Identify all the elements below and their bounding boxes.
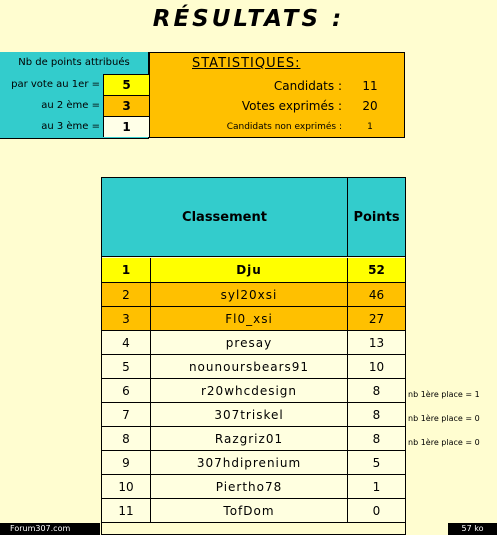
statistics-header: STATISTIQUES:	[192, 56, 301, 71]
page-title: RÉSULTATS :	[152, 6, 345, 32]
name-cell: Fl0_xsi	[151, 307, 348, 330]
ranking-table	[101, 177, 406, 535]
table-row[interactable]	[102, 379, 405, 403]
points-cell: 13	[368, 336, 385, 350]
points-cell: 46	[368, 288, 385, 302]
points-cell: 8	[372, 432, 381, 446]
points-cell: 1	[372, 480, 381, 494]
rank-cell: 10	[102, 475, 151, 498]
points-cell: 8	[372, 384, 381, 398]
rank-cell: 6	[102, 379, 151, 402]
points-row-1	[0, 74, 148, 95]
points-row-3	[0, 116, 148, 137]
points-value-cell[interactable]: 3	[103, 95, 149, 116]
name-cell: Piertho78	[151, 475, 348, 498]
rank-cell: 8	[102, 427, 151, 450]
rank-cell: 3	[102, 307, 151, 330]
tie-note: nb 1ère place = 0	[408, 414, 480, 423]
footer-watermark: Forum307.com	[0, 523, 100, 535]
stat-value[interactable]: 1	[367, 122, 373, 132]
name-cell: Razgriz01	[151, 427, 348, 450]
rank-cell: 7	[102, 403, 151, 426]
column-header-classement[interactable]: Classement	[102, 178, 348, 256]
rank-cell: 1	[102, 258, 151, 282]
name-cell: 307triskel	[151, 403, 348, 426]
table-row[interactable]	[102, 283, 405, 307]
table-row[interactable]	[102, 403, 405, 427]
tie-note: nb 1ère place = 1	[408, 390, 480, 399]
points-value-cell[interactable]: 5	[103, 74, 149, 95]
ranking-header	[102, 178, 405, 257]
points-box	[0, 52, 149, 139]
stat-label: Votes exprimés :	[241, 99, 342, 113]
tie-note: nb 1ère place = 0	[408, 438, 480, 447]
rank-cell: 9	[102, 451, 151, 474]
table-row[interactable]	[102, 355, 405, 379]
stat-row-non-expressed	[150, 117, 404, 137]
rank-cell: 2	[102, 283, 151, 306]
name-cell: nounoursbears91	[151, 355, 348, 378]
table-row[interactable]	[102, 451, 405, 475]
footer-size-badge: 57 ko	[448, 523, 497, 535]
rank-cell: 11	[102, 499, 151, 522]
name-cell: TofDom	[151, 499, 348, 522]
name-cell: presay	[151, 331, 348, 354]
name-cell: Dju	[151, 258, 348, 282]
stat-label: Candidats :	[273, 79, 342, 93]
stat-value[interactable]: 11	[362, 79, 378, 93]
table-row[interactable]	[102, 499, 405, 523]
name-cell: 307hdiprenium	[151, 451, 348, 474]
stat-row-votes	[150, 96, 404, 116]
points-label: par vote au 1er =	[11, 79, 100, 90]
table-row[interactable]	[102, 331, 405, 355]
points-value-cell[interactable]: 1	[103, 116, 149, 137]
rank-cell: 5	[102, 355, 151, 378]
points-cell: 10	[368, 360, 385, 374]
points-header: Nb de points attribués	[18, 57, 130, 68]
column-header-points[interactable]: Points	[353, 210, 400, 225]
points-label: au 2 ème =	[41, 100, 100, 111]
statistics-box	[149, 52, 405, 138]
stat-label: Candidats non exprimés :	[226, 122, 342, 132]
points-cell: 5	[372, 456, 381, 470]
ranking-rows	[102, 258, 405, 523]
table-row[interactable]	[102, 307, 405, 331]
points-cell: 8	[372, 408, 381, 422]
points-row-2	[0, 95, 148, 116]
points-cell: 27	[368, 312, 385, 326]
stat-value[interactable]: 20	[362, 99, 378, 113]
rank-cell: 4	[102, 331, 151, 354]
points-cell: 52	[368, 263, 385, 277]
points-cell: 0	[372, 504, 381, 518]
stat-row-candidates	[150, 76, 404, 96]
table-row[interactable]	[102, 258, 405, 283]
points-label: au 3 ème =	[41, 121, 100, 132]
name-cell: syl20xsi	[151, 283, 348, 306]
name-cell: r20whcdesign	[151, 379, 348, 402]
table-row[interactable]	[102, 427, 405, 451]
table-row[interactable]	[102, 475, 405, 499]
